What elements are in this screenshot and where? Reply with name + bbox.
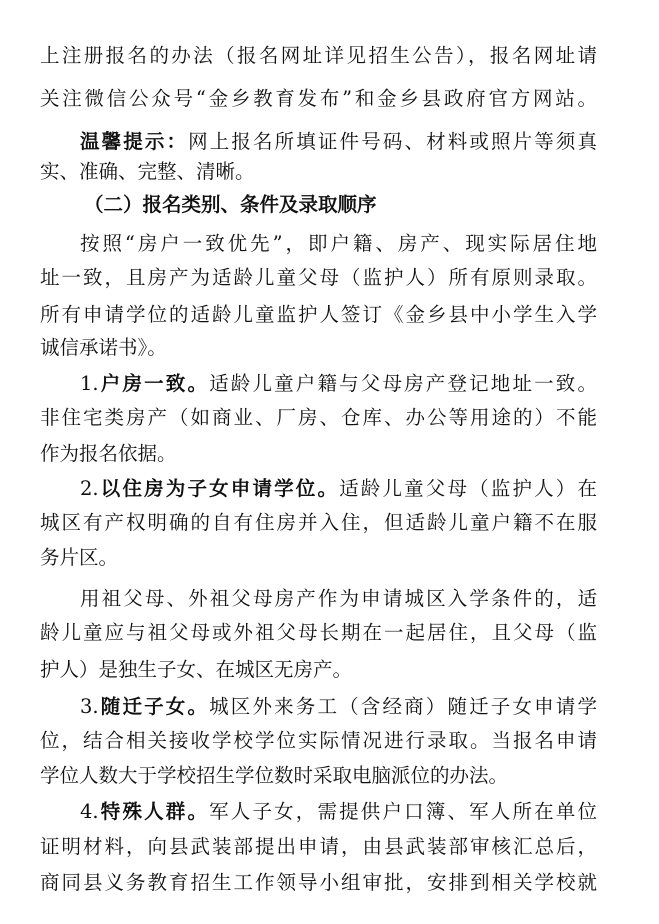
text-line: 上注册报名的办法（报名网址详见招生公告），报名网址请 [40, 44, 597, 67]
text-line: 用祖父母、外祖父母房产作为申请城区入学条件的，适 [80, 587, 597, 610]
item-text: 城区外来务工（含经商）随迁子女申请学 [209, 695, 597, 718]
text-line: 务片区。 [40, 546, 119, 569]
warm-tip-text: 网上报名所填证件号码、材料或照片等须真 [188, 130, 597, 153]
text-line: 位，结合相关接收学校学位实际情况进行录取。当报名申请 [40, 729, 597, 752]
item-number: 2. [80, 477, 99, 500]
item-title: 以住房为子女申请学位。 [98, 477, 340, 500]
text-line: 所有申请学位的适龄儿童监护人签订《金乡县中小学生入学 [40, 303, 597, 326]
item-text: 适龄儿童户籍与父母房产登记地址一致。 [209, 372, 597, 395]
item-title: 随迁子女。 [98, 695, 210, 718]
item-1-line [80, 366, 597, 402]
item-title: 户房一致。 [98, 372, 210, 395]
item-text: 适龄儿童父母（监护人）在 [339, 477, 597, 500]
text-line: 诚信承诺书》。 [40, 336, 167, 359]
text-line: 非住宅类房产（如商业、厂房、仓库、办公等用途的）不能 [40, 406, 597, 429]
text-line: 学位人数大于学校招生学位数时采取电脑派位的办法。 [40, 764, 509, 787]
text-line: 实、准确、完整、清晰。 [40, 160, 255, 183]
text-line: 城区有产权明确的自有住房并入住，但适龄儿童户籍不在服 [40, 511, 597, 534]
item-2-line [80, 471, 597, 507]
text-line: 证明材料，向县武装部提出申请，由县武装部审核汇总后， [40, 835, 597, 858]
text-line: 商同县义务教育招生工作领导小组审批，安排到相关学校就 [40, 871, 597, 894]
warm-tip-label: 温馨提示： [80, 130, 189, 153]
text-line: 作为报名依据。 [40, 442, 177, 465]
item-4-line [80, 794, 597, 830]
text-line: 址一致，且房产为适龄儿童父母（监护人）所有原则录取。 [40, 266, 597, 289]
text-line: 龄儿童应与祖父母或外祖父母长期在一起居住，且父母（监 [40, 621, 597, 644]
text-line: 按照“房户一致优先”，即户籍、房产、现实际居住地 [80, 232, 597, 255]
item-number: 3. [80, 695, 99, 718]
item-title: 特殊人群。 [98, 800, 210, 823]
section-heading: （二）报名类别、条件及录取顺序 [84, 193, 377, 216]
item-number: 1. [80, 372, 99, 395]
text-line: 关注微信公众号“金乡教育发布”和金乡县政府官方网站。 [40, 87, 597, 110]
text-line: 护人）是独生子女、在城区无房产。 [40, 658, 353, 681]
item-text: 军人子女，需提供户口簿、军人所在单位 [209, 800, 597, 823]
item-number: 4. [80, 800, 99, 823]
item-3-line [80, 689, 597, 725]
